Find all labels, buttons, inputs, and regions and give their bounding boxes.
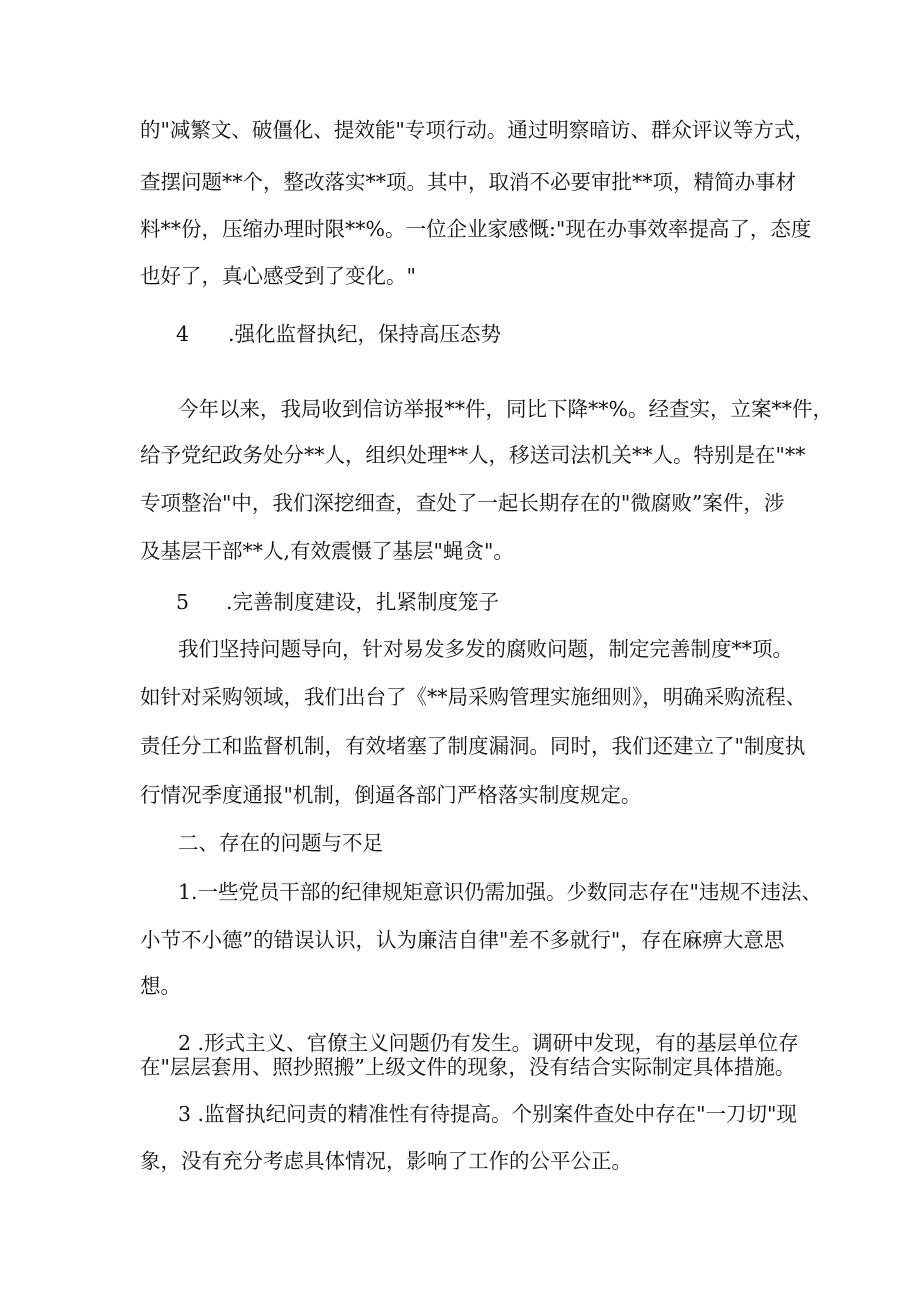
text-line: 责任分工和监督机制，有效堵塞了制度漏洞。同时，我们还建立了"制度执 [140,734,806,758]
section-heading: 二、存在的问题与不足 [178,831,383,855]
heading-number: 5 [176,590,190,614]
text-line: 及基层干部**人,有效震慑了基层"蝇贪"。 [140,539,514,563]
text-line: 小节不小德”的错误认识，认为廉洁自律"差不多就行"，存在麻痹大意思 [140,928,785,952]
text-line: 也好了，真心感受到了变化。" [140,264,416,288]
text-line: 给予党纪政务处分**人，组织处理**人，移送司法机关**人。特别是在"** [140,443,806,467]
text-line: 3 .监督执纪问责的精准性有待提高。个别案件查处中存在"一刀切"现 [178,1102,797,1126]
text-line: 行情况季度通报"机制，倒逼各部门严格落实制度规定。 [140,783,642,807]
heading-text: .完善制度建设，扎紧制度笼子 [226,590,500,614]
text-line: 料**份，压缩办理时限**%。一位企业家感慨:"现在办事效率提高了，态度 [140,217,812,241]
text-line: 的"减繁文、破僵化、提效能"专项行动。通过明察暗访、群众评议等方式， [140,118,815,142]
text-line: 专项整治"中，我们深挖细查，查处了一起长期存在的"微腐败”案件，涉 [140,491,785,515]
text-line: 在"层层套用、照抄照搬”上级文件的现象，没有结合实际制定具体措施。 [140,1055,796,1079]
heading-text: .强化监督执纪，保持高压态势 [228,322,502,346]
heading-number: 4 [176,322,190,346]
text-line: 我们坚持问题导向，针对易发多发的腐败问题，制定完善制度**项。 [178,637,793,661]
text-line: 今年以来，我局收到信访举报**件，同比下降**%。经查实，立案**件， [178,397,833,421]
text-line: 查摆问题**个，整改落实**项。其中，取消不必要审批**项，精简办事材 [140,170,796,194]
text-line: 象，没有充分考虑具体情况，影响了工作的公平公正。 [140,1149,632,1173]
text-line: 如针对采购领域，我们出台了《**局采购管理实施细则》，明确采购流程、 [140,685,807,709]
text-line: 想。 [140,974,181,998]
text-line: 1.一些党员干部的纪律规矩意识仍需加强。少数同志存在"违规不违法、 [178,880,822,904]
text-line: 2 .形式主义、官僚主义问题仍有发生。调研中发现，有的基层单位存 [178,1031,799,1055]
